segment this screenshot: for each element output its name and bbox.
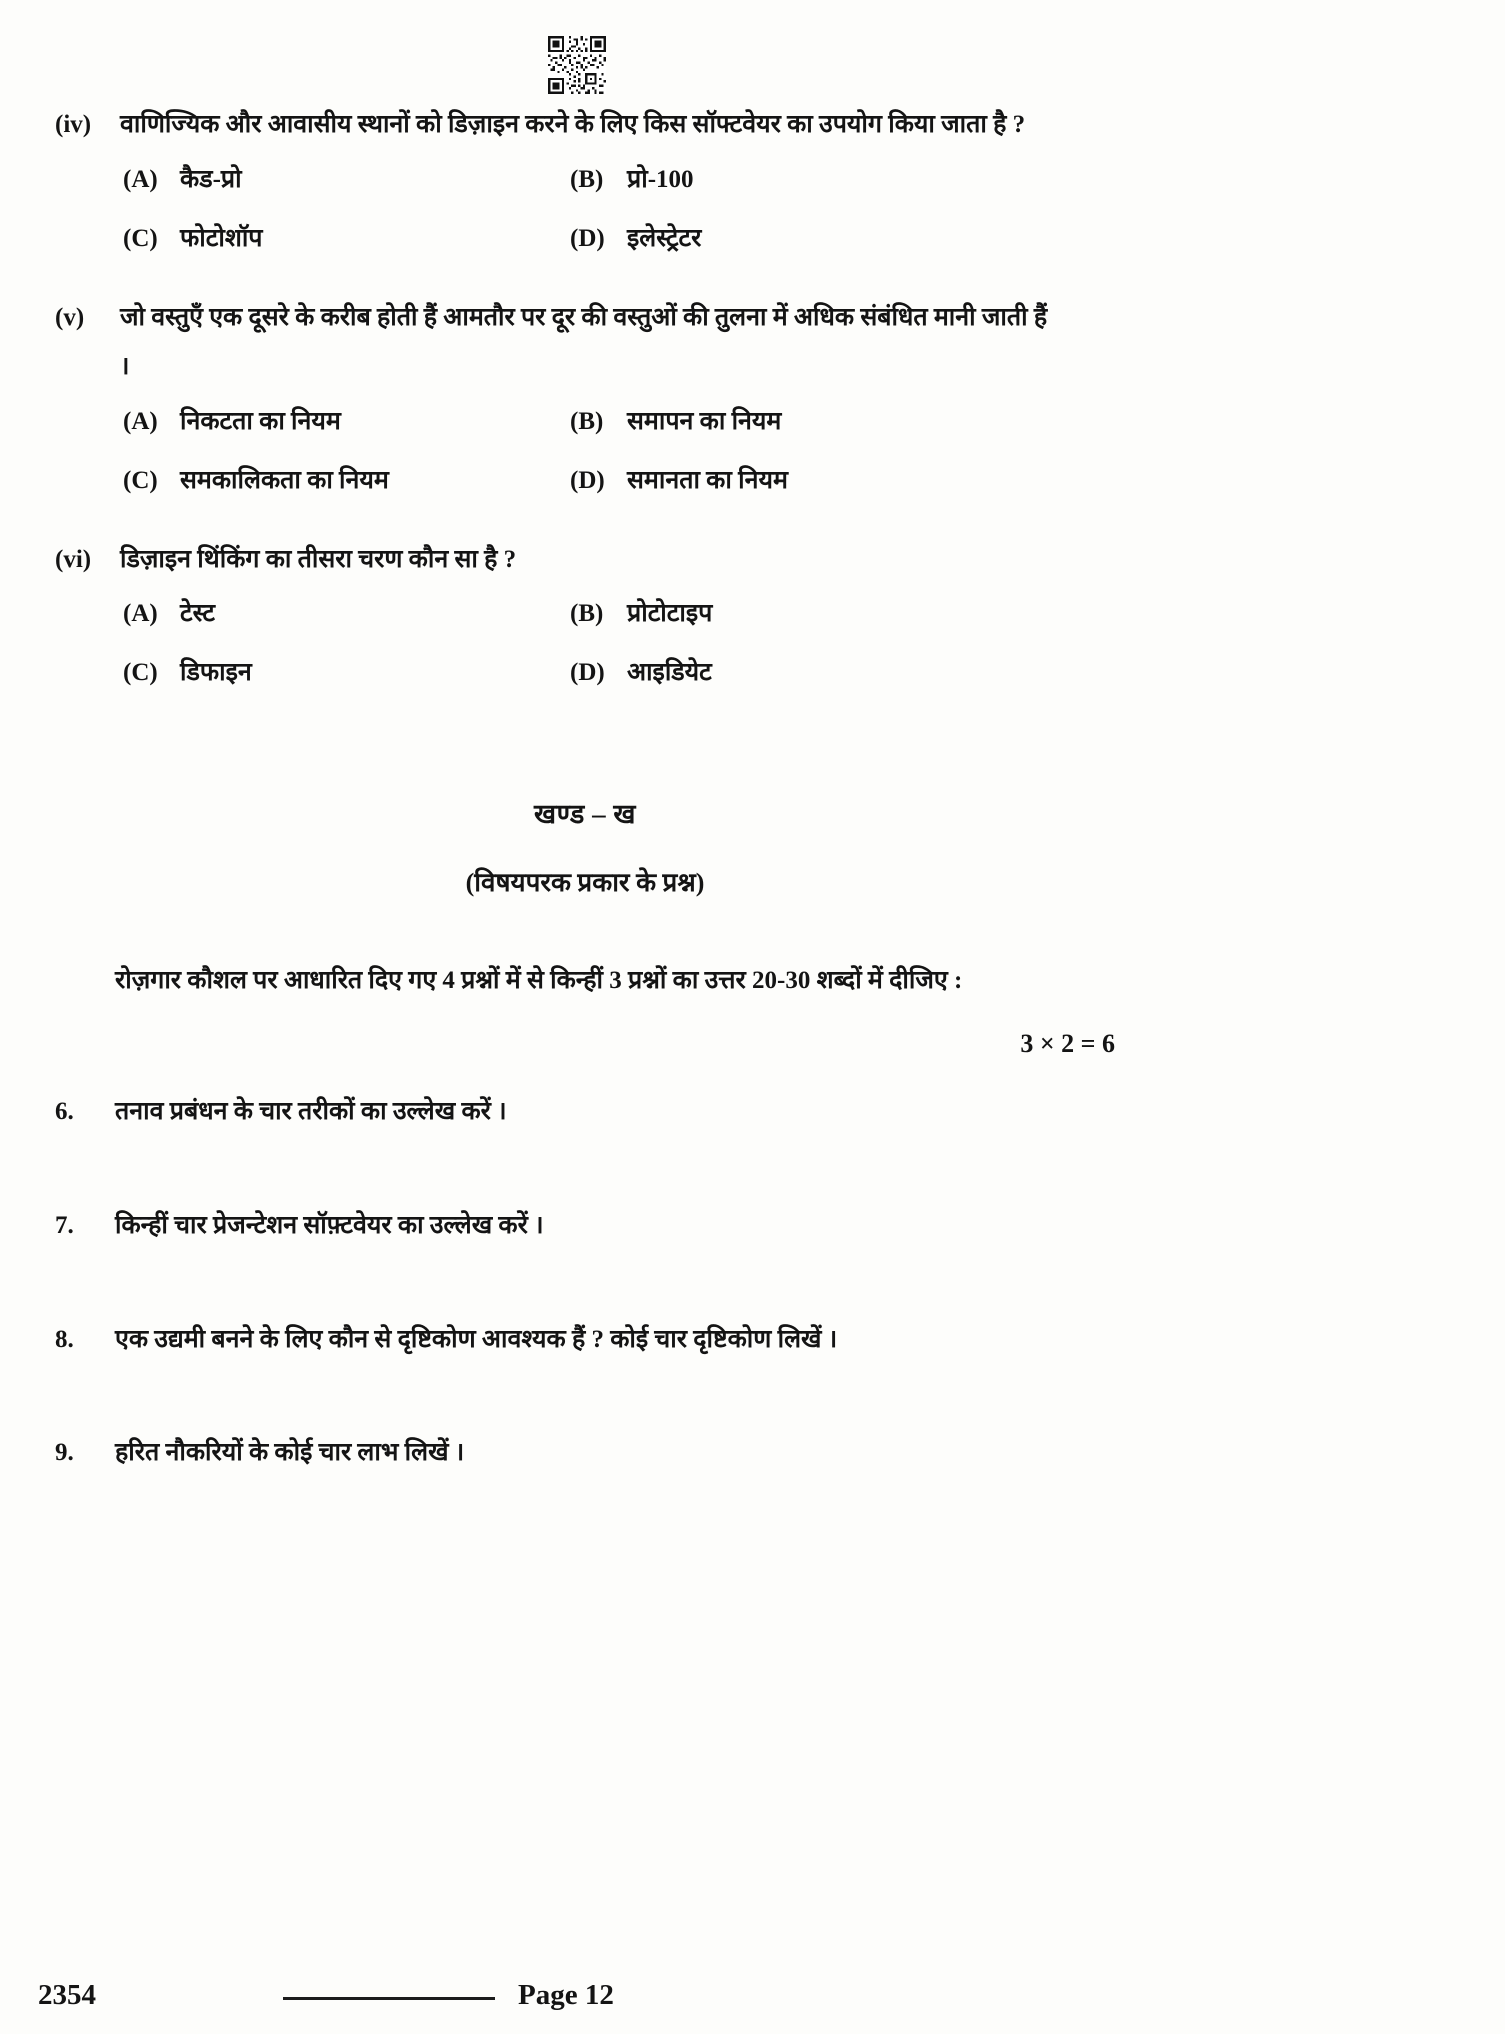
- question-number: 6.: [55, 1098, 74, 1125]
- mcq-item-v: [55, 293, 1115, 497]
- option-label: (A): [123, 600, 158, 627]
- option-a: [123, 598, 570, 630]
- option-text: टेस्ट: [180, 600, 215, 627]
- option-text: समापन का नियम: [627, 407, 782, 435]
- option-d: [570, 465, 1115, 497]
- question-number: 7.: [55, 1211, 74, 1239]
- option-label: (C): [123, 466, 158, 494]
- question-text: डिज़ाइन थिंकिंग का तीसरा चरण कौन सा है ?: [120, 545, 517, 573]
- option-a: [123, 164, 570, 196]
- section-title: खण्ड – ख: [534, 799, 636, 829]
- page-content: [55, 100, 1115, 1470]
- option-text: निकटता का नियम: [180, 407, 341, 435]
- page-footer: [0, 1974, 1505, 2012]
- instruction-text: रोज़गार कौशल पर आधारित दिए गए 4 प्रश्नों में से किन्हीं 3 प्रश्नों का उत्तर 20-30 शब्दों में दीजिए :: [115, 967, 963, 994]
- subjective-question-7: [55, 1209, 1115, 1243]
- option-text: प्रो-100: [627, 165, 694, 193]
- option-label: (C): [123, 224, 158, 252]
- option-d: [570, 223, 1115, 255]
- option-c: [123, 223, 570, 255]
- option-c: [123, 657, 570, 689]
- option-text: डिफाइन: [180, 659, 252, 686]
- options-grid: [123, 406, 1115, 497]
- option-label: (C): [123, 659, 158, 686]
- option-text: आइडियेट: [627, 659, 712, 686]
- option-label: (A): [123, 407, 158, 435]
- question-text: हरित नौकरियों के कोई चार लाभ लिखें ।: [115, 1439, 465, 1467]
- option-label: (D): [570, 466, 605, 494]
- option-text: प्रोटोटाइप: [627, 600, 713, 627]
- option-label: (D): [570, 659, 605, 686]
- question-number: (vi): [55, 545, 92, 573]
- paper-code: 2354: [38, 1979, 96, 2011]
- option-b: [570, 164, 1115, 196]
- question-text: किन्हीं चार प्रेजन्टेशन सॉफ़्टवेयर का उल्लेख करें ।: [115, 1211, 544, 1239]
- option-d: [570, 657, 1115, 689]
- subjective-question-6: [55, 1095, 1115, 1129]
- footer-rule: [283, 1997, 495, 2000]
- question-number: 9.: [55, 1439, 74, 1467]
- question-number: (v): [55, 303, 85, 331]
- page-number: Page 12: [518, 1979, 614, 2011]
- subjective-question-9: [55, 1436, 1115, 1470]
- section-subtitle: (विषयपरक प्रकार के प्रश्न): [465, 868, 705, 897]
- subjective-question-8: [55, 1323, 1115, 1357]
- option-label: (B): [570, 165, 604, 193]
- option-c: [123, 465, 570, 497]
- options-grid: [123, 598, 1115, 689]
- question-number: (iv): [55, 111, 92, 138]
- question-number: 8.: [55, 1325, 74, 1353]
- mcq-item-iv: [55, 100, 1115, 255]
- qr-code-image: [548, 36, 606, 94]
- mcq-item-vi: [55, 535, 1115, 690]
- question-text: वाणिज्यिक और आवासीय स्थानों को डिज़ाइन करने के लिए किस सॉफ्टवेयर का उपयोग किया जाता है ?: [120, 111, 1026, 138]
- option-b: [570, 598, 1115, 630]
- question-text: तनाव प्रबंधन के चार तरीकों का उल्लेख करें ।: [115, 1098, 507, 1125]
- marks-allocation: 3 × 2 = 6: [1020, 1029, 1115, 1058]
- option-label: (B): [570, 600, 604, 627]
- option-a: [123, 406, 570, 438]
- option-label: (A): [123, 165, 158, 193]
- option-label: (B): [570, 407, 604, 435]
- option-text: इलेस्ट्रेटर: [627, 224, 702, 252]
- options-grid: [123, 164, 1115, 255]
- option-label: (D): [570, 224, 605, 252]
- qr-code: [548, 36, 606, 94]
- option-text: कैड-प्रो: [180, 165, 242, 193]
- question-text: एक उद्यमी बनने के लिए कौन से दृष्टिकोण आवश्यक हैं ? कोई चार दृष्टिकोण लिखें ।: [115, 1325, 838, 1353]
- option-text: समकालिकता का नियम: [180, 466, 389, 494]
- option-text: समानता का नियम: [627, 466, 788, 494]
- option-text: फोटोशॉप: [180, 224, 263, 252]
- question-text: जो वस्तुएँ एक दूसरे के करीब होती हैं आमतौर पर दूर की वस्तुओं की तुलना में अधिक संबंधित मानी जाती हैं ।: [120, 303, 1048, 380]
- option-b: [570, 406, 1115, 438]
